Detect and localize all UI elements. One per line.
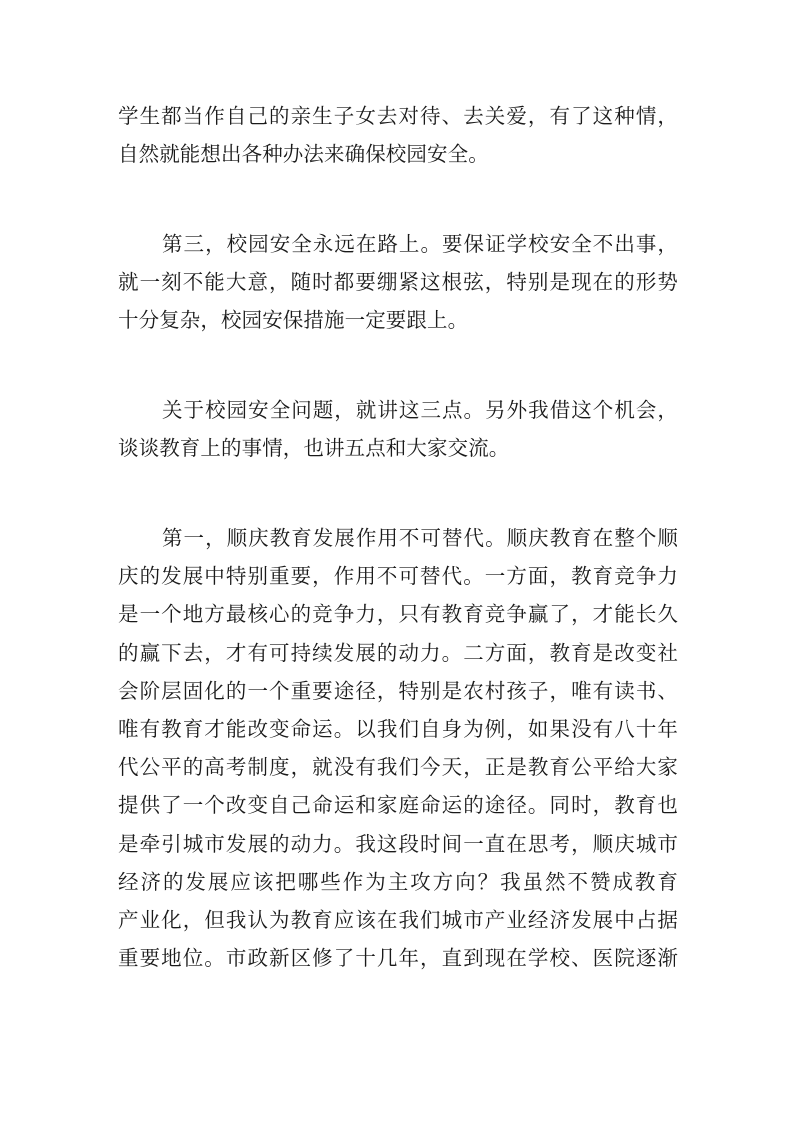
paragraph-4-line-7: 代公平的高考制度，就没有我们今天，正是教育公平给大家	[118, 755, 678, 780]
paragraph-4-line-3: 是一个地方最核心的竞争力，只有教育竞争赢了，才能长久	[118, 602, 678, 627]
paragraph-4-line-2: 庆的发展中特别重要，作用不可替代。一方面，教育竞争力	[118, 564, 678, 589]
paragraph-2	[118, 225, 678, 340]
paragraph-1-line-2: 自然就能想出各种办法来确保校园安全。	[118, 142, 489, 167]
paragraph-3-line-2: 谈谈教育上的事情，也讲五点和大家交流。	[118, 436, 510, 461]
paragraph-3	[118, 391, 678, 467]
paragraph-2-line-3: 十分复杂，校园安保措施一定要跟上。	[118, 308, 469, 333]
paragraph-2-line-1: 第三，校园安全永远在路上。要保证学校安全不出事，	[162, 232, 678, 256]
paragraph-4-line-4: 的赢下去，才有可持续发展的动力。二方面，教育是改变社	[118, 640, 678, 665]
paragraph-4-line-9: 是牵引城市发展的动力。我这段时间一直在思考，顺庆城市	[118, 831, 678, 856]
paragraph-4-line-6: 唯有教育才能改变命运。以我们自身为例，如果没有八十年	[118, 717, 678, 742]
paragraph-2-line-2: 就一刻不能大意，随时都要绷紧这根弦，特别是现在的形势	[118, 270, 678, 295]
paragraph-1-line-1: 学生都当作自己的亲生子女去对待、去关爱，有了这种情，	[118, 104, 678, 128]
paragraph-4-line-1: 第一，顺庆教育发展作用不可替代。顺庆教育在整个顺	[162, 526, 678, 550]
paragraph-4	[118, 519, 678, 977]
paragraph-4-line-5: 会阶层固化的一个重要途径，特别是农村孩子，唯有读书、	[118, 678, 678, 703]
paragraph-1	[118, 97, 678, 173]
paragraph-4-line-11: 产业化，但我认为教育应该在我们城市产业经济发展中占据	[118, 908, 678, 933]
paragraph-4-line-10: 经济的发展应该把哪些作为主攻方向？我虽然不赞成教育	[118, 869, 678, 894]
paragraph-4-line-8: 提供了一个改变自己命运和家庭命运的途径。同时，教育也	[118, 793, 678, 818]
paragraph-4-line-12: 重要地位。市政新区修了十几年，直到现在学校、医院逐渐	[118, 946, 678, 971]
paragraph-3-line-1: 关于校园安全问题，就讲这三点。另外我借这个机会，	[162, 398, 678, 422]
